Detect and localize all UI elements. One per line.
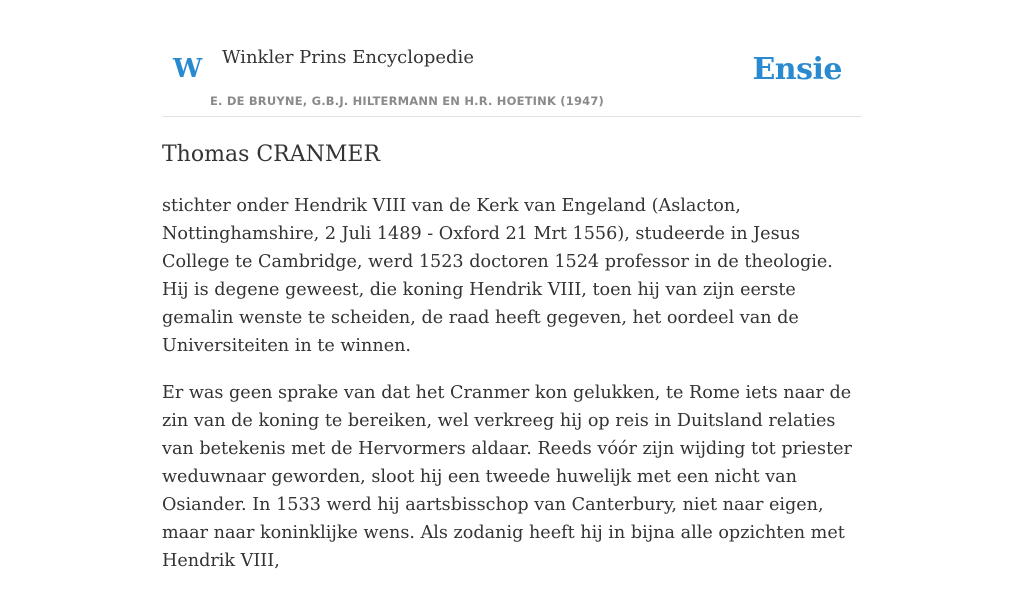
ensie-brand-logo[interactable]: Ensie bbox=[752, 52, 842, 87]
article-paragraph-1: stichter onder Hendrik VIII van de Kerk van Engeland (Aslacton, Nottinghamshire, 2 Juli 1489 - Oxford 21 Mrt 1556), studeerde in Jesus College te Cambridge, werd 1523 doctoren 1524 professor in de theologie. Hij is degene geweest, die koning Hendrik VIII, toen hij van zijn eerste gemalin wenste te scheiden, de raad heeft gegeven, het oordeel van de Universiteiten in te winnen. bbox=[162, 196, 833, 356]
article-body bbox=[162, 192, 862, 594]
publication-title: Winkler Prins Encyclopedie bbox=[222, 47, 474, 68]
site-header bbox=[162, 0, 862, 117]
publication-authors: E. DE BRUYNE, G.B.J. HILTERMANN EN H.R. HOETINK (1947) bbox=[210, 94, 605, 108]
publication-logo-w[interactable]: W bbox=[173, 54, 203, 84]
article-paragraph-2: Er was geen sprake van dat het Cranmer kon gelukken, te Rome iets naar de zin van de koning te bereiken, wel verkreeg hij op reis in Duitsland relaties van betekenis met de Hervormers aldaar. Reeds vóór zijn wijding tot priester weduwnaar geworden, sloot hij een tweede huwelijk met een nicht van Osiander. In 1533 werd hij aartsbisschop van Canterbury, niet naar eigen, maar naar koninklijke wens. Als zodanig heeft hij in bijna alle opzichten met Hendrik VIII, bbox=[162, 383, 852, 571]
article-title: Thomas CRANMER bbox=[162, 142, 381, 167]
